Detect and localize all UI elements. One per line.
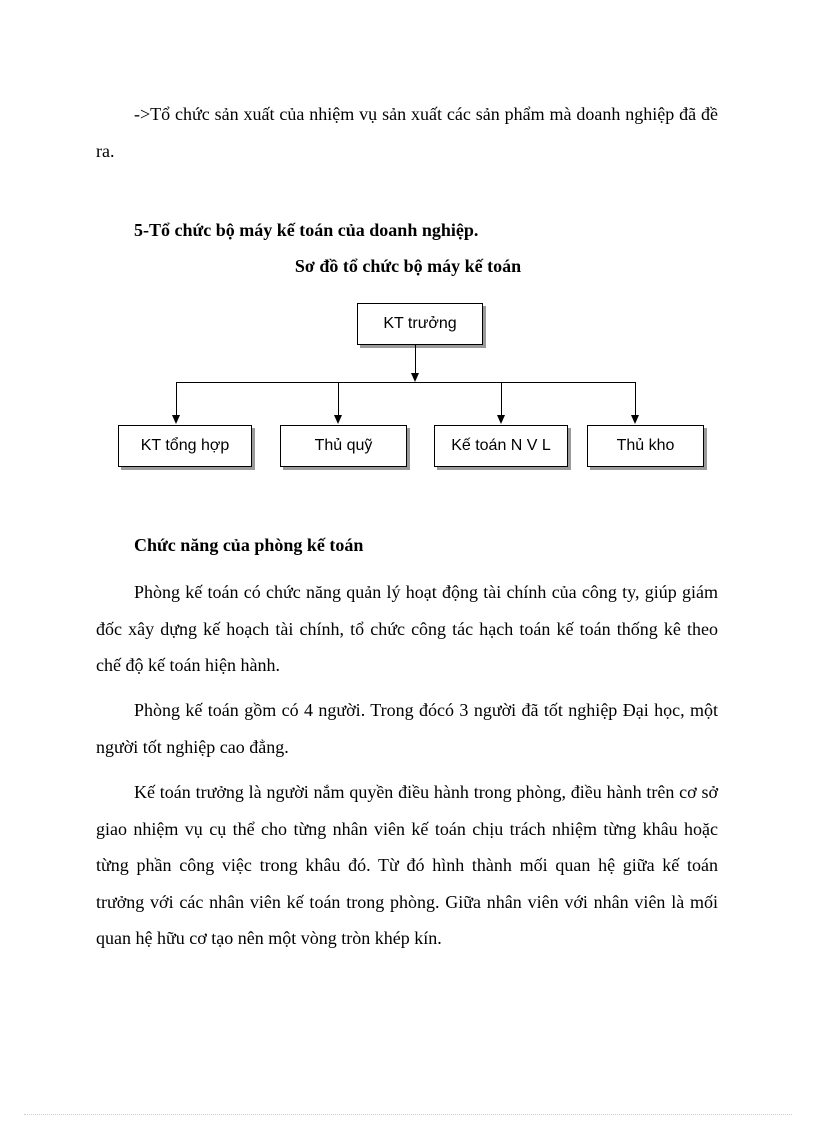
functions-paragraph-2: Phòng kế toán gồm có 4 người. Trong đócó 3 người đã tốt nghiệp Đại học, một người tốt nghiệp cao đẳng. bbox=[96, 700, 718, 757]
arrow-child-3 bbox=[497, 415, 505, 424]
arrow-child-2 bbox=[334, 415, 342, 424]
functions-paragraph-1: Phòng kế toán có chức năng quản lý hoạt động tài chính của công ty, giúp giám đốc xây dựng kế hoạch tài chính, tổ chức công tác hạch toán kế toán thống kê theo chế độ kế toán hiện hành. bbox=[96, 582, 718, 675]
connector-drop-2 bbox=[338, 382, 339, 416]
diagram-title: Sơ đồ tổ chức bộ máy kế toán bbox=[294, 256, 522, 276]
section-heading: 5-Tổ chức bộ máy kế toán của doanh nghiệp. bbox=[134, 220, 479, 240]
connector-drop-1 bbox=[176, 382, 177, 416]
functions-heading: Chức năng của phòng kế toán bbox=[134, 535, 364, 555]
connector-bus bbox=[176, 382, 636, 383]
connector-drop-3 bbox=[501, 382, 502, 416]
arrow-child-1 bbox=[172, 415, 180, 424]
arrow-child-4 bbox=[631, 415, 639, 424]
connector-root-down bbox=[415, 344, 416, 373]
org-box-root: KT trưởng bbox=[357, 303, 483, 345]
org-box-thu-quy: Thủ quỹ bbox=[280, 425, 407, 467]
intro-paragraph: ->Tổ chức sản xuất của nhiệm vụ sản xuất các sản phẩm mà doanh nghiệp đã đề ra. bbox=[96, 104, 718, 161]
org-box-ke-toan-nvl: Kế toán N V L bbox=[434, 425, 568, 467]
org-box-kt-tong-hop: KT tổng hợp bbox=[118, 425, 252, 467]
functions-paragraph-3: Kế toán trưởng là người nắm quyền điều hành trong phòng, điều hành trên cơ sở giao nhiệm vụ cụ thể cho từng nhân viên kế toán chịu trách nhiệm từng khâu hoặc từng phần công việc trong khâu đó. Từ đó hình thành mối quan hệ giữa kế toán trưởng với các nhân viên kế toán trong phòng. Giữa nhân viên với nhân viên là mối quan hệ hữu cơ tạo nên một vòng tròn khép kín. bbox=[96, 782, 718, 948]
arrow-root bbox=[411, 373, 419, 382]
connector-drop-4 bbox=[635, 382, 636, 416]
org-box-thu-kho: Thủ kho bbox=[587, 425, 704, 467]
page-footer-divider bbox=[24, 1114, 792, 1115]
